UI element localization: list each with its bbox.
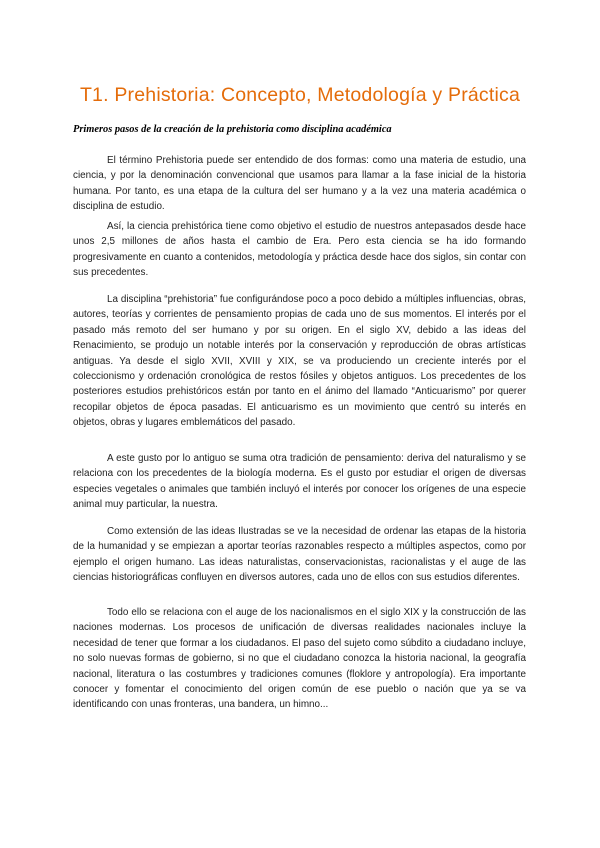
- paragraph-3: La disciplina “prehistoria” fue configurándose poco a poco debido a múltiples influencias, obras, autores, teorías y corrientes de pensamiento propias de cada uno de sus momentos. El interés por el pasado más remoto del ser humano y por su origen. En el siglo XV, debido a las ideas del Renacimiento, se produjo un notable interés por la conservación y reproducción de obras artísticas antiguas. Ya desde el siglo XVII, XVIII y XIX, se va produciendo un creciente interés por el coleccionismo y ordenación cronológica de restos fósiles y objetos antiguos. Los precedentes de los posteriores estudios prehistóricos están por tanto en el ánimo del llamado “Anticuarismo” por querer recopilar objetos de época pasadas. El anticuarismo es un movimiento que centró su interés en objetos, obras y lugares emblemáticos del pasado.: [73, 294, 526, 429]
- paragraph-2: Así, la ciencia prehistórica tiene como objetivo el estudio de nuestros antepasados desde hace unos 2,5 millones de años hasta el cambio de Era. Pero esta ciencia se ha ido formando progresivamente en cuanto a contenidos, metodología y práctica desde hace dos siglos, sin contar con sus precedentes.: [73, 221, 526, 279]
- paragraph-1: El término Prehistoria puede ser entendido de dos formas: como una materia de estudio, una ciencia, y por la denominación convencional que usamos para llamar a la fase inicial de la historia humana. Por tanto, es una etapa de la cultura del ser humano y a la vez una materia académica o disciplina de estudio.: [73, 155, 526, 213]
- paragraph-5: Como extensión de las ideas Ilustradas se ve la necesidad de ordenar las etapas de la historia de la humanidad y se empiezan a aportar teorías razonables respecto a múltiples aspectos, como por ejemplo el origen humano. Las ideas naturalistas, conservacionistas, racionalistas y el auge de las ciencias historiográficas confluyen en diversos autores, cada uno de ellos con sus estudios diferentes.: [73, 526, 526, 584]
- paragraph-6: Todo ello se relaciona con el auge de los nacionalismos en el siglo XIX y la construcción de las naciones modernas. Los procesos de unificación de diversas realidades nacionales incluye la necesidad de tener que formar a los ciudadanos. El paso del sujeto como súbdito a ciudadano incluye, no solo nuevas formas de gobierno, si no que el ciudadano conozca la historia nacional, la geografía nacional, literatura o las costumbres y tradiciones comunes (floklore y antropología). Era importante conocer y fomentar el conocimiento del origen común de ese pueblo o nación que ya se va identificando con unas fronteras, una bandera, un himno...: [73, 607, 526, 711]
- paragraph-4: A este gusto por lo antiguo se suma otra tradición de pensamiento: deriva del naturalismo y se relaciona con los precedentes de la biología moderna. Es el gusto por estudiar el origen de diversas especies vegetales o animales que también incluyó el interés por conocer los orígenes de una especie animal muy particular, la nuestra.: [73, 453, 526, 511]
- document-title: T1. Prehistoria: Concepto, Metodología y Práctica: [79, 84, 521, 106]
- section-heading: Primeros pasos de la creación de la prehistoria como disciplina académica: [73, 124, 392, 135]
